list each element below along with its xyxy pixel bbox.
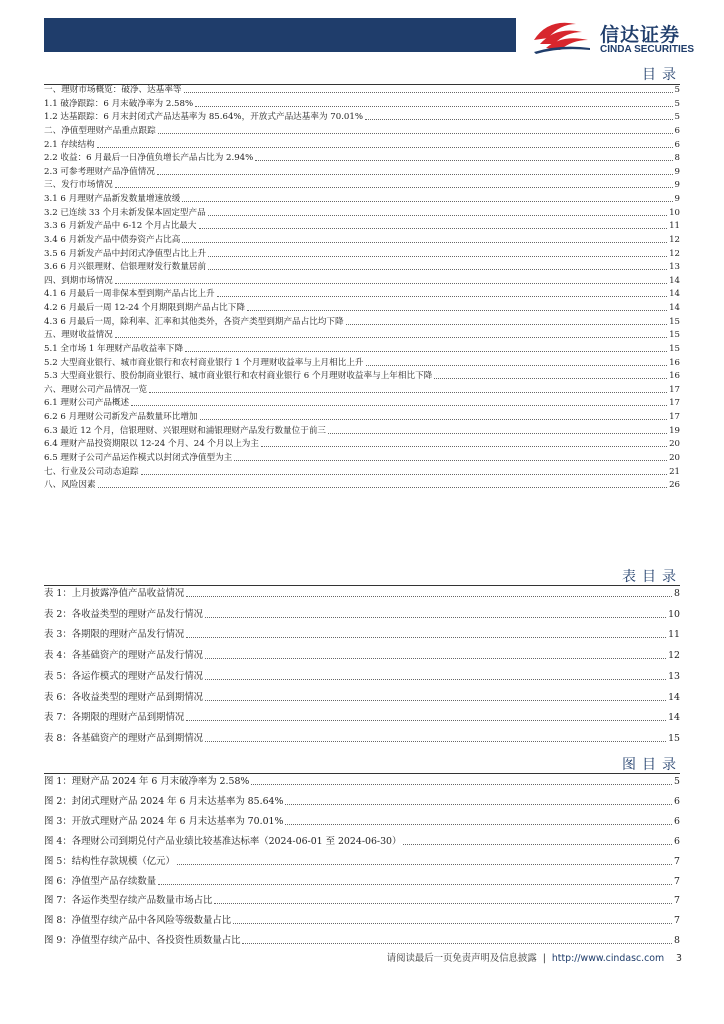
toc-entry-title: 5.1 全市场 1 年理财产品收益率下降 [44,343,184,354]
toc-entry-page: 15 [669,330,680,341]
toc-entry-page: 17 [669,412,680,423]
toc-entry-title: 6.4 理财产品投资期限以 12-24 个月、24 个月以上为主 [44,439,259,450]
figure-list-entry-page: 7 [674,855,680,867]
dot-leader [186,637,666,638]
figure-list-entry[interactable] [44,794,680,808]
toc-entry-page: 5 [674,112,680,123]
dot-leader [328,433,667,434]
toc-entry-title: 1.2 达基跟踪：6 月末封闭式产品达基率为 85.64%，开放式产品达基率为 70.01% [44,112,364,123]
figure-list-entry-page: 7 [674,895,680,907]
dot-leader [285,804,672,805]
toc-entry[interactable] [44,219,680,232]
toc-entry[interactable] [44,274,680,287]
figure-list-entry-title: 图 9：净值型存续产品中、各投资性质数量占比 [44,935,241,947]
dot-leader [186,720,666,721]
dot-leader [261,446,667,447]
toc-entry-page: 20 [669,439,680,450]
figure-list-entry-title: 图 7：各运作类型存续产品数量市场占比 [44,895,213,907]
toc-entry-title: 六、理财公司产品情况一览 [44,384,148,395]
dot-leader [233,923,672,924]
dot-leader [214,903,672,904]
toc-entry-page: 14 [669,289,680,300]
figure-list-entry[interactable] [44,834,680,848]
table-list-entry-page: 8 [674,588,680,599]
dot-leader [242,943,672,944]
table-list-entry-title: 表 3：各期限的理财产品发行情况 [44,629,185,641]
cinda-logo-mark-icon [530,14,594,58]
figure-list-entry-title: 图 4：各理财公司到期兑付产品业绩比较基准达标率（2024-06-01 至 2024-06-30） [44,835,402,847]
toc-entry[interactable] [44,328,680,341]
toc-entry-title: 八、风险因素 [44,480,96,491]
toc-entry-page: 17 [669,398,680,409]
toc-entry-page: 12 [669,234,680,245]
toc-entry[interactable] [44,247,680,260]
toc-entry-page: 13 [669,262,680,273]
toc-entry-page: 26 [669,480,680,491]
dot-leader [205,617,666,618]
toc-entry[interactable] [44,315,680,328]
table-list-entry-title: 表 8：各基础资产的理财产品到期情况 [44,732,203,744]
toc-entry[interactable] [44,356,680,369]
toc-entry-page: 12 [669,248,680,259]
dot-leader [403,844,672,845]
toc-entry-page: 10 [669,207,680,218]
figure-list-entry-title: 图 8：净值型存续产品中各风险等级数量占比 [44,915,232,927]
dot-leader [158,133,673,134]
toc-entry[interactable] [44,83,680,96]
toc-entry-page: 16 [669,371,680,382]
table-list-entry-title: 表 6：各收益类型的理财产品到期情况 [44,691,203,703]
toc-entry-title: 4.2 6 月最后一周 12-24 个月期限到期产品占比下降 [44,303,245,314]
footer-url-link[interactable]: http://www.cindasc.com [551,953,665,964]
figure-list-entry-title: 图 5：结构性存款规模（亿元） [44,855,175,867]
dot-leader [157,174,673,175]
toc-entry-page: 20 [669,453,680,463]
figure-list-entry-title: 图 3：开放式理财产品 2024 年 6 月末达基率为 70.01% [44,815,284,827]
figure-list-entry[interactable] [44,774,680,788]
dot-leader [195,106,672,107]
table-list-entry-page: 14 [668,691,680,703]
dot-leader [346,324,667,325]
dot-leader [208,269,667,270]
dot-leader [255,160,672,161]
table-list-entry-title: 表 4：各基础资产的理财产品发行情况 [44,650,203,662]
figure-list-title: 图目录 [622,757,682,773]
brand-name-cn: 信达证券 [600,24,681,46]
table-list-entry[interactable] [44,669,680,683]
toc-entry-title: 3.4 6 月新发产品中债券资产占比高 [44,234,181,245]
toc-entry-title: 5.2 大型商业银行、城市商业银行和农村商业银行 1 个月理财收益率与上月相比上升 [44,357,364,368]
toc-entry-page: 14 [669,275,680,286]
toc-entry[interactable] [44,260,680,273]
dot-leader [208,215,667,216]
dot-leader [158,884,672,885]
toc-entry[interactable] [44,124,680,137]
dot-leader [115,283,667,284]
dot-leader [177,864,672,865]
toc-entry-title: 二、净值型理财产品重点跟踪 [44,125,156,136]
dot-leader [247,310,667,311]
dot-leader [185,351,667,352]
toc-entry-title: 6.2 6 月理财公司新发产品数量环比增加 [44,412,198,423]
toc-entry[interactable] [44,451,680,464]
dot-leader [97,147,673,148]
figure-list-entry-page: 7 [674,915,680,927]
dot-leader [205,741,666,742]
toc-entry-title: 2.1 存续结构 [44,139,95,150]
figure-list-entry[interactable] [44,893,680,907]
dot-leader [115,337,667,338]
figure-list-entry[interactable] [44,933,680,947]
toc-entry[interactable] [44,465,680,478]
figure-list-entry[interactable] [44,874,680,888]
toc-entry[interactable] [44,424,680,437]
dot-leader [182,201,672,202]
toc-entry[interactable] [44,138,680,151]
toc-entry-page: 16 [669,357,680,368]
figure-list-entry-page: 5 [674,776,680,787]
dot-leader [366,365,668,366]
dot-leader [182,242,667,243]
toc-entry-title: 一、理财市场概览：破净、达基率等 [44,85,182,95]
toc-entry[interactable] [44,206,680,219]
table-list-entry[interactable] [44,710,680,724]
toc-entry-title: 3.1 6 月理财产品新发数量增速放缓 [44,194,181,205]
figure-list-entry-title: 图 1：理财产品 2024 年 6 月末破净率为 2.58% [44,776,250,787]
toc-entry[interactable] [44,383,680,396]
table-list-entry-page: 13 [668,670,680,682]
figure-list-entry[interactable] [44,814,680,828]
table-list-entry-page: 15 [668,732,680,744]
table-list-entry[interactable] [44,731,680,745]
dot-leader [205,700,666,701]
toc-entry-title: 三、发行市场情况 [44,180,113,191]
toc-entry-page: 14 [669,303,680,314]
header-bar [44,18,516,52]
toc-entry[interactable] [44,410,680,423]
table-list-entry-page: 10 [668,608,680,620]
toc-entry-page: 5 [674,85,680,95]
table-list-entry[interactable] [44,586,680,600]
toc-entry-title: 3.6 6 月兴银理财、信银理财发行数量居前 [44,262,207,273]
table-list-entry-title: 表 5：各运作模式的理财产品发行情况 [44,670,203,682]
toc-entry-title: 1.1 破净跟踪：6 月末破净率为 2.58% [44,98,194,109]
toc-entry-title: 6.5 理财子公司产品运作模式以封闭式净值型为主 [44,453,233,463]
toc-entry-page: 15 [669,343,680,354]
figure-list-entry-title: 图 6：净值型产品存续数量 [44,875,157,887]
dot-leader [141,474,668,475]
table-list-entry-title: 表 7：各期限的理财产品到期情况 [44,712,185,724]
toc-entry-page: 6 [674,125,680,136]
toc-entry-page: 9 [674,166,680,177]
table-list-entry[interactable] [44,607,680,621]
toc-entry-title: 4.3 6 月最后一周，除利率、汇率和其他类外，各资产类型到期产品占比均下降 [44,316,344,327]
dot-leader [285,824,672,825]
figure-list-entry-title: 图 2：封闭式理财产品 2024 年 6 月末达基率为 85.64% [44,795,284,807]
toc-entry-page: 9 [674,194,680,205]
toc-entry-page: 8 [674,153,680,164]
toc-entry-page: 15 [669,316,680,327]
dot-leader [434,378,667,379]
toc-entry-page: 5 [674,98,680,109]
footer-disclaimer: 请阅读最后一页免责声明及信息披露 [386,953,537,964]
table-list-entry[interactable] [44,627,680,641]
toc-entry-title: 3.2 已连续 33 个月未新发保本固定型产品 [44,207,206,218]
toc-entry[interactable] [44,478,680,491]
dot-leader [251,784,672,785]
toc-entry[interactable] [44,151,680,164]
toc-entry-title: 6.3 最近 12 个月，信银理财、兴银理财和浦银理财产品发行数量位于前三 [44,425,327,436]
table-list-entry-page: 11 [668,629,680,641]
toc-entry-title: 四、到期市场情况 [44,275,113,286]
toc-entry-title: 4.1 6 月最后一周非保本型到期产品占比上升 [44,289,215,300]
page-number: 3 [676,953,682,964]
figure-list-entry-page: 6 [674,815,680,827]
toc-entry-title: 3.3 6 月新发产品中 6-12 个月占比最大 [44,221,197,232]
dot-leader [365,119,672,120]
table-list-entry-title: 表 2：各收益类型的理财产品发行情况 [44,608,203,620]
dot-leader [234,460,667,461]
toc-entry[interactable] [44,287,680,300]
toc-entry[interactable] [44,233,680,246]
brand-name-en: CINDA SECURITIES [600,44,695,55]
toc-entry[interactable] [44,396,680,409]
toc-entry-title: 2.3 可参考理财产品净值情况 [44,166,155,177]
toc-entry-page: 11 [669,221,680,232]
toc-entry[interactable] [44,369,680,382]
dot-leader [184,92,673,93]
toc-entry[interactable] [44,97,680,110]
table-list-entry[interactable] [44,648,680,662]
table-list-entry-title: 表 1：上月披露净值产品收益情况 [44,588,185,599]
dot-leader [205,658,666,659]
dot-leader [186,596,672,597]
toc-entry-title: 五、理财收益情况 [44,330,113,341]
figure-list-entry[interactable] [44,913,680,927]
dot-leader [131,405,667,406]
dot-leader [200,419,668,420]
figure-list-entry-page: 6 [674,795,680,807]
toc-entry-title: 6.1 理财公司产品概述 [44,398,130,409]
toc-entry[interactable] [44,301,680,314]
dot-leader [98,487,667,488]
dot-leader [208,256,667,257]
cinda-logo [530,14,706,58]
footer: 请阅读最后一页免责声明及信息披露 | http://www.cindasc.com 3 [386,953,682,964]
toc-entry[interactable] [44,437,680,450]
toc-entry[interactable] [44,178,680,191]
dot-leader [149,392,667,393]
figure-list-entry-page: 8 [674,935,680,947]
figure-list-entry-page: 7 [674,875,680,887]
figure-list-entry-page: 6 [674,835,680,847]
toc-entry-page: 17 [669,384,680,395]
table-list-entry-page: 12 [668,650,680,662]
dot-leader [205,679,666,680]
figure-list-entry[interactable] [44,854,680,868]
table-list-title: 表目录 [622,569,682,585]
toc-entry[interactable] [44,342,680,355]
toc-entry-title: 5.3 大型商业银行、股份制商业银行、城市商业银行和农村商业银行 6 个月理财收益率与上年相比下降 [44,371,433,382]
toc-entry-title: 2.2 收益：6 月最后一日净值负增长产品占比为 2.94% [44,153,254,164]
toc-entry[interactable] [44,192,680,205]
toc-entry-page: 19 [669,425,680,436]
dot-leader [217,296,667,297]
toc-entry-page: 9 [674,180,680,191]
toc-entry-title: 七、行业及公司动态追踪 [44,466,139,477]
dot-leader [115,187,673,188]
toc-entry[interactable] [44,165,680,178]
toc-entry-page: 21 [669,466,680,477]
toc-title: 目录 [642,67,682,83]
toc-entry[interactable] [44,110,680,123]
dot-leader [199,228,668,229]
toc-entry-page: 6 [674,139,680,150]
table-list-entry-page: 14 [668,712,680,724]
toc-entry-title: 3.5 6 月新发产品中封闭式净值型占比上升 [44,248,207,259]
table-list-entry[interactable] [44,690,680,704]
